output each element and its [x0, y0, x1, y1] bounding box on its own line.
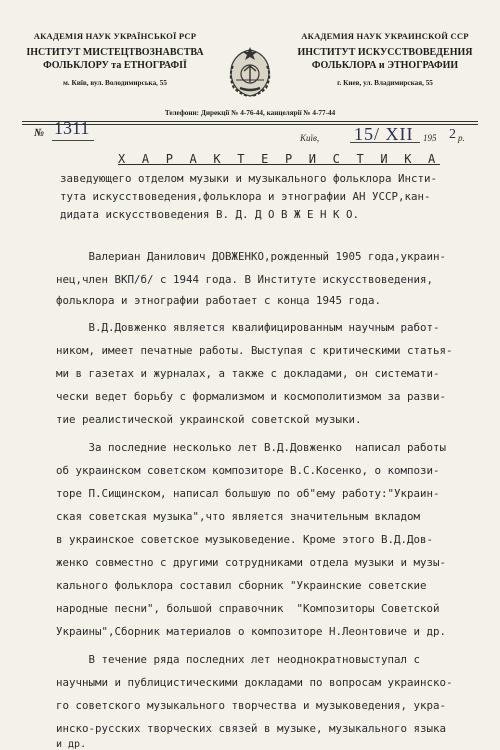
- body-line: народные песни", большой справочник "Композиторы Советской: [56, 602, 440, 615]
- reference-number-underline: [52, 140, 94, 141]
- body-line: торе П.Сищинском, написал большую по об"ему работу:"Украин-: [56, 487, 440, 500]
- body-line: ми в газетах и журналах, а также с докладами, он системати-: [56, 367, 440, 380]
- ukrainian-ssr-coat-of-arms-icon: [222, 44, 278, 100]
- body-line: В течение ряда последних лет неоднократновыступал с: [56, 653, 421, 666]
- body-line: заведующего отделом музыки и музыкального фольклора Инсти-: [60, 172, 438, 185]
- body-line: в украинское советское музыковедение. Кроме этого В.Д.Дов-: [56, 533, 434, 546]
- body-line: фольклора и этнографии работает с конца 1945 года.: [56, 294, 382, 307]
- body-line: В.Д.Довженко является квалифицированным научным работ-: [56, 321, 440, 334]
- reference-number-label: №: [34, 127, 45, 139]
- reference-year-prefix: 195: [423, 133, 437, 143]
- letterhead-institute-russian-line2: ФОЛЬКЛОРА и ЭТНОГРАФИИ: [311, 60, 459, 71]
- body-line: кального фольклора составил сборник "Украинские советские: [56, 579, 427, 592]
- reference-date-underline: [350, 142, 420, 143]
- reference-year-handwritten: 2: [449, 127, 456, 142]
- letterhead-russian: [290, 30, 480, 88]
- reference-year-suffix: р.: [458, 133, 465, 143]
- reference-city: Київ,: [300, 133, 320, 143]
- body-line: Валериан Данилович ДОВЖЕНКО,рожденный 1905 года,украин-: [56, 250, 447, 263]
- reference-date: 15/ XII: [354, 124, 414, 144]
- body-line: чески ведет борьбу с формализмом и космополитизмом за разви-: [56, 390, 447, 403]
- letterhead-institute-russian-line1: ИНСТИТУТ ИСКУССТВОВЕДЕНИЯ: [297, 47, 473, 58]
- letterhead-org-ukrainian: АКАДЕМІЯ НАУК УКРАЇНСЬКОЇ РСР: [33, 31, 197, 41]
- body-line: дидата искусствоведения В. Д. Д О В Ж Е Н К О.: [60, 208, 360, 221]
- body-line: тие реалистической украинской советской музыки.: [56, 413, 362, 426]
- body-line: ская советская музыка",что является значительным вкладом: [56, 510, 421, 523]
- body-line: и др.: [56, 739, 87, 750]
- letterhead-institute-ukrainian-line2: ФОЛЬКЛОРУ та ЕТНОГРАФІЇ: [43, 60, 187, 71]
- body-line: ником, имеет печатные работы. Выступая с критическими статья-: [56, 344, 453, 357]
- letterhead-address-ukrainian: м. Київ, вул. Володимирська, 55: [63, 79, 167, 87]
- body-line: инско-русских творческих связей в музыке, музыкального языка: [56, 722, 447, 735]
- body-line: нец,член ВКП/б/ с 1944 года. В Институте искусствоведения,: [56, 273, 434, 286]
- body-line: За последние несколько лет В.Д.Довженко написал работы: [56, 441, 447, 454]
- reference-number: 1311: [54, 118, 90, 138]
- letterhead-org-russian: АКАДЕМИЯ НАУК УКРАИНСКОЙ ССР: [301, 31, 469, 41]
- body-line: женко совместно с другими сотрудниками отдела музыки и музы-: [56, 556, 447, 569]
- letterhead-address-russian: г. Киев, ул. Владимирская, 55: [337, 79, 433, 87]
- body-line: научными и публицистическими докладами по вопросам украинско-: [56, 676, 453, 689]
- letterhead-ukrainian: [20, 30, 210, 88]
- body-line: го советского музыкального творчества и музыковедения, укра-: [56, 699, 447, 712]
- letterhead-institute-ukrainian-line1: ІНСТИТУТ МИСТЕЦТВОЗНАВСТВА: [26, 47, 204, 58]
- letterhead-phones: Телефони: Дирекції № 4-76-44, канцелярії № 4-77-44: [164, 109, 336, 117]
- document-title: Х А Р А К Т Е Р И С Т И К А: [118, 152, 440, 166]
- body-line: Украины",Сборник материалов о композиторе Н.Леонтовиче и др.: [56, 625, 447, 638]
- body-line: об украинском советском композиторе В.С.Косенко, о компози-: [56, 464, 440, 477]
- body-line: тута искусствоведения,фольклора и этнографии АН УССР,кан-: [60, 190, 431, 203]
